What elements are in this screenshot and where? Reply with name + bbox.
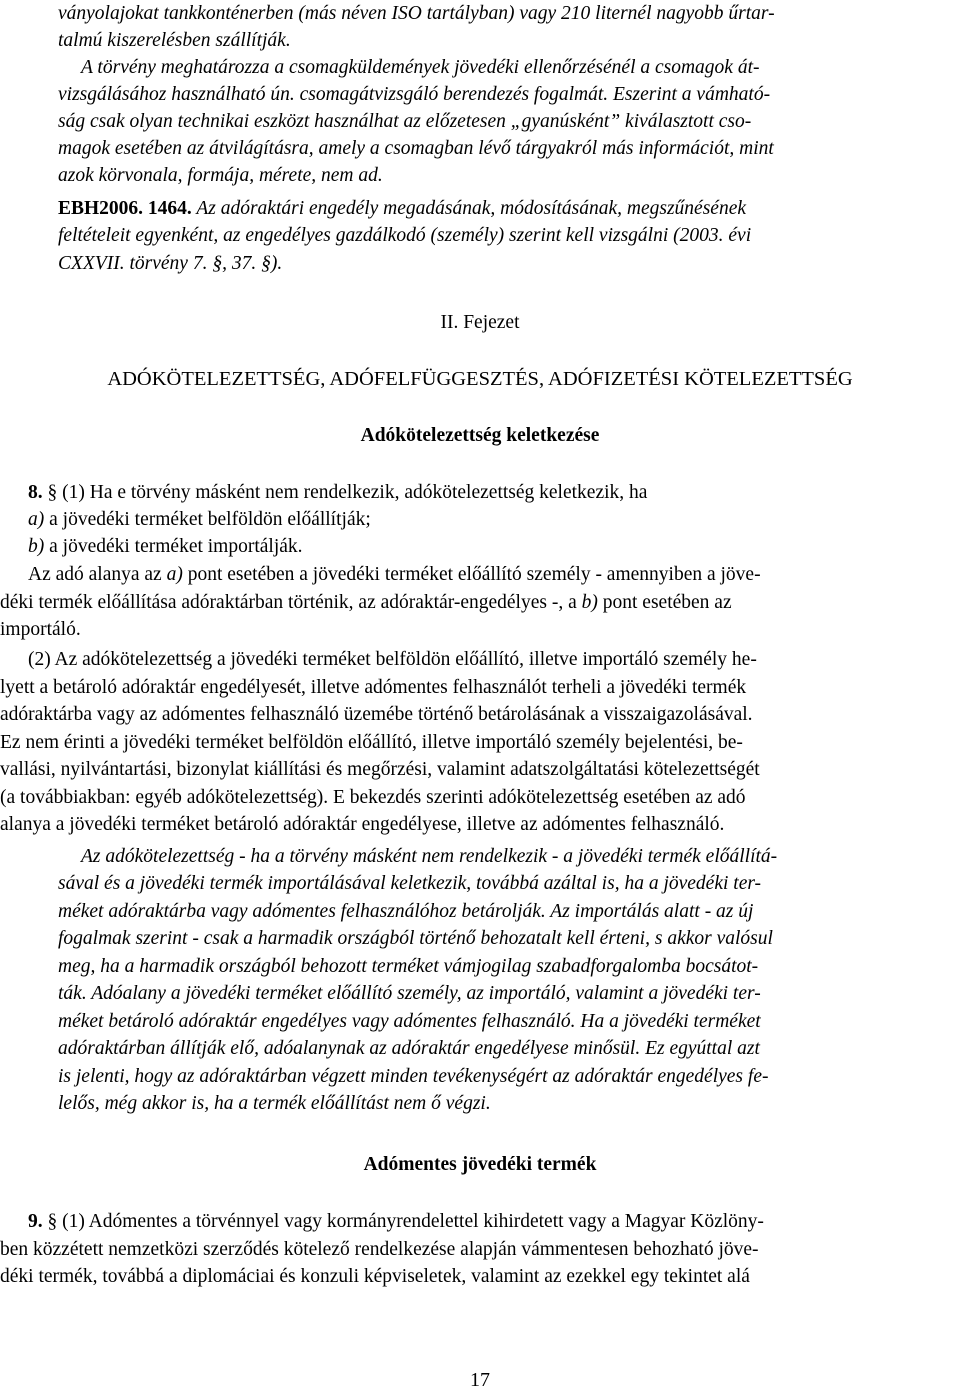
chapter-number: II. Fejezet [440,312,520,333]
commentary-line: ság csak olyan technikai eszközt használhat az előzetesen „gyanúsként” kiválasztott cso- [58,111,752,132]
commentary-line: talmú kiszerelésben szállítják. [58,30,291,51]
section-8-line: adóraktárba vagy az adómentes felhasználó üzemébe történő betárolásának a visszaigazolásával. [0,704,753,725]
section-8-line: déki termék előállítása adóraktárban történik, az adóraktár-engedélyes -, a b) pont esetében az [0,592,732,613]
commentary-line: sával és a jövedéki termék importálásával keletkezik, továbbá azáltal is, ha a jövedéki ter- [58,873,762,894]
section-title: Adómentes jövedéki termék [363,1154,597,1175]
commentary-line: lelős, még akkor is, ha a termék előállítást nem ő végzi. [58,1093,491,1114]
section-number: 9. [28,1211,43,1232]
list-item-b: b) a jövedéki terméket importálják. [28,536,303,557]
commentary-line: adóraktárban állítják elő, adóalanynak az adóraktár engedélyese minősül. Ez egyúttal azt [58,1038,760,1059]
commentary-line: ványolajokat tankkonténerben (más néven ISO tartályban) vagy 210 liternél nagyobb űrtar- [58,3,775,24]
section-8-line: importáló. [0,619,81,640]
section-number: 8. [28,482,43,503]
section-8-line: (2) Az adókötelezettség a jövedéki terméket belföldön előállító, illetve importáló személy he- [28,649,757,670]
ebh-reference-id: EBH2006. 1464. [58,198,192,219]
commentary-line: méket betároló adóraktár engedélyes vagy adómentes felhasználó. Ha a jövedéki terméket [58,1011,761,1032]
chapter-title: ADÓKÖTELEZETTSÉG, ADÓFELFÜGGESZTÉS, ADÓFIZETÉSI KÖTELEZETTSÉG [107,368,853,390]
section-9-line: ben közzétett nemzetközi szerződés kötelező rendelkezése alapján vámmentesen behozható jöve- [0,1239,759,1260]
section-title: Adókötelezettség keletkezése [360,425,600,446]
section-9-line: 9. § (1) Adómentes a törvénnyel vagy kormányrendelettel kihirdetett vagy a Magyar Közlöny- [28,1211,764,1232]
commentary-line: vizsgálásához használható ún. csomagátvizsgáló berendezés fogalmát. Eszerint a vámható- [58,84,771,105]
section-8-line: vallási, nyilvántartási, bizonylat kiállítási és megőrzési, valamint adatszolgáltatási kötelezettségét [0,759,760,780]
section-8-line: lyett a betároló adóraktár engedélyesét, illetve adómentes felhasználót terheli a jövedéki termék [0,677,747,698]
commentary-line: fogalmak szerint - csak a harmadik országból történő behozatalt kell érteni, s akkor valósul [58,928,773,949]
ebh-reference-line: CXXVII. törvény 7. §, 37. §). [58,253,283,274]
section-8-line: Ez nem érinti a jövedéki terméket belföldön előállító, illetve importáló személy bejelentési, be- [0,732,743,753]
ebh-reference-line: EBH2006. 1464. Az adóraktári engedély megadásának, módosításának, megszűnésének [58,198,747,219]
section-8-line: alanya a jövedéki terméket betároló adóraktár engedélyese, illetve az adómentes felhasználó. [0,814,725,835]
commentary-line: azok körvonala, formája, mérete, nem ad. [58,165,383,186]
ebh-reference-line: feltételeit egyenként, az engedélyes gazdálkodó (személy) szerint kell vizsgálni (2003. évi [58,225,752,246]
page-number: 17 [470,1369,490,1391]
section-8-line: 8. § (1) Ha e törvény másként nem rendelkezik, adókötelezettség keletkezik, ha [28,482,648,503]
section-8-line: Az adó alanya az a) pont esetében a jövedéki terméket előállító személy - amennyiben a jöve- [28,564,761,585]
commentary-line: A törvény meghatározza a csomagküldemények jövedéki ellenőrzésénél a csomagok át- [81,57,760,78]
commentary-line: ták. Adóalany a jövedéki terméket előállító személy, az importáló, valamint a jövedéki ter- [58,983,761,1004]
commentary-line: méket adóraktárba vagy adómentes felhasználóhoz betárolják. Az importálás alatt - az új [58,901,754,922]
section-8-line: (a továbbiakban: egyéb adókötelezettség). E bekezdés szerinti adókötelezettség esetében az adó [0,787,746,808]
list-item-a: a) a jövedéki terméket belföldön előállítják; [28,509,371,530]
commentary-line: is jelenti, hogy az adóraktárban végzett minden tevékenységért az adóraktár engedélyes fe- [58,1066,769,1087]
commentary-line: Az adókötelezettség - ha a törvény másként nem rendelkezik - a jövedéki termék előállítá- [81,846,778,867]
commentary-line: magok esetében az átvilágításra, amely a csomagban lévő tárgyakról más információt, mint [58,138,774,159]
section-9-line: déki termék, továbbá a diplomáciai és konzuli képviseletek, valamint az ezekkel egy tekintet alá [0,1266,750,1287]
commentary-line: meg, ha a harmadik országból behozott terméket vámjogilag szabadforgalomba bocsátot- [58,956,759,977]
